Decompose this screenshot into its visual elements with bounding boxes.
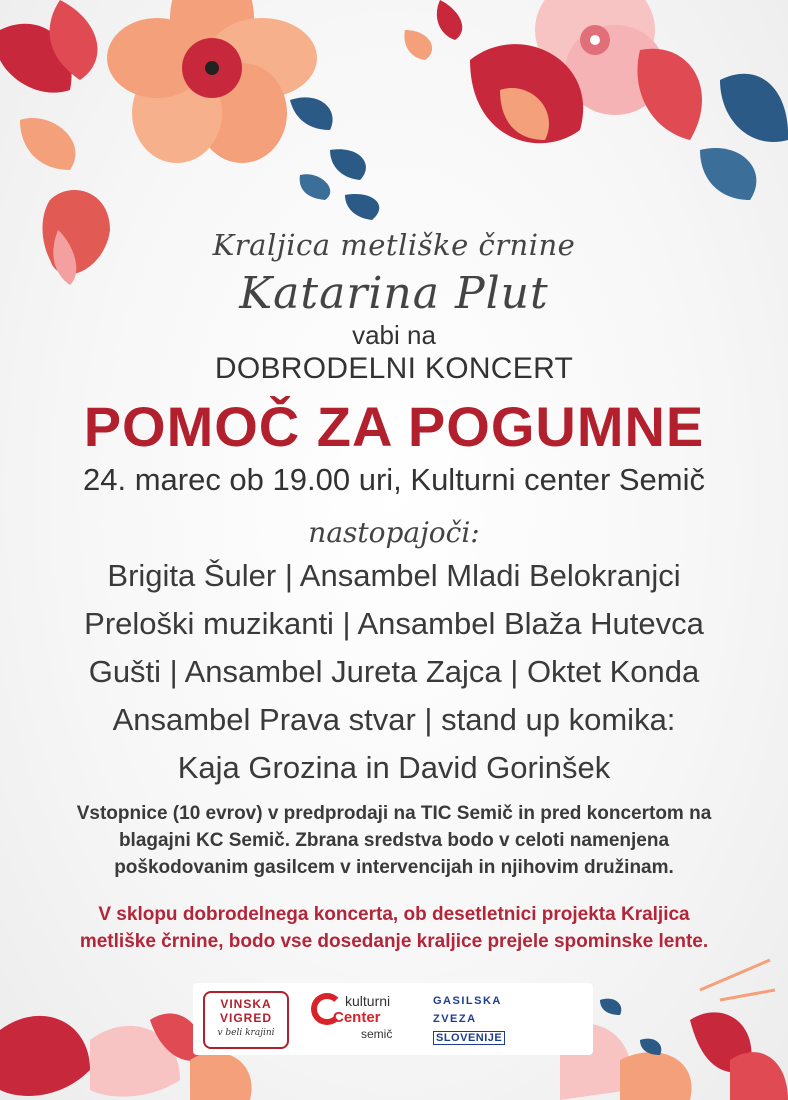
gz-line1: GASILSKA: [433, 995, 502, 1007]
kc-line2: Center: [333, 1009, 381, 1026]
vinska-vigred-line2: VIGRED: [219, 1011, 272, 1025]
invites-text: vabi na: [352, 320, 436, 350]
sponsor-logos: [193, 983, 593, 1055]
vinska-vigred-line3: v beli krajini: [217, 1028, 275, 1038]
kc-line3: semič: [361, 1027, 393, 1041]
performers-line: Kaja Grozina in David Gorinšek: [177, 750, 611, 785]
gz-line3: SLOVENIJE: [433, 1031, 505, 1045]
anniversary-note-line: V sklopu dobrodelnega koncerta, ob desetletnici projekta Kraljica: [98, 904, 690, 925]
date-place: 24. marec ob 19.00 uri, Kulturni center Semič: [82, 462, 706, 497]
vinska-vigred-line1: VINSKA: [220, 997, 272, 1011]
page-title: POMOČ ZA POGUMNE: [83, 395, 705, 458]
performers-heading: nastopajoči:: [308, 516, 480, 549]
ticket-info-line: blagajni KC Semič. Zbrana sredstva bodo v celoti namenjena: [118, 830, 670, 851]
kc-line1: kulturni: [345, 993, 391, 1009]
performers-line: Brigita Šuler | Ansambel Mladi Belokranjci: [107, 558, 681, 593]
vinska-vigred-logo: [203, 991, 289, 1049]
host-name: Katarina Plut: [239, 268, 549, 319]
event-type: DOBRODELNI KONCERT: [214, 352, 574, 385]
ticket-info-line: Vstopnice (10 evrov) v predprodaji na TIC Semič in pred koncertom na: [76, 803, 712, 824]
performers-line: Gušti | Ansambel Jureta Zajca | Oktet Konda: [88, 654, 700, 689]
anniversary-note-line: metliške črnine, bodo vse dosedanje kraljice prejele spominske lente.: [79, 931, 709, 952]
performers-line: Preloški muzikanti | Ansambel Blaža Hutevca: [84, 606, 704, 641]
ticket-info-line: poškodovanim gasilcem v intervencijah in njihovim družinam.: [114, 857, 674, 878]
gz-line2: ZVEZA: [433, 1013, 477, 1025]
kulturni-center-logo: [311, 991, 411, 1049]
subtitle-script: Kraljica metliške črnine: [212, 228, 576, 262]
performers-line: Ansambel Prava stvar | stand up komika:: [112, 702, 676, 737]
gasilska-zveza-logo: [433, 991, 583, 1049]
